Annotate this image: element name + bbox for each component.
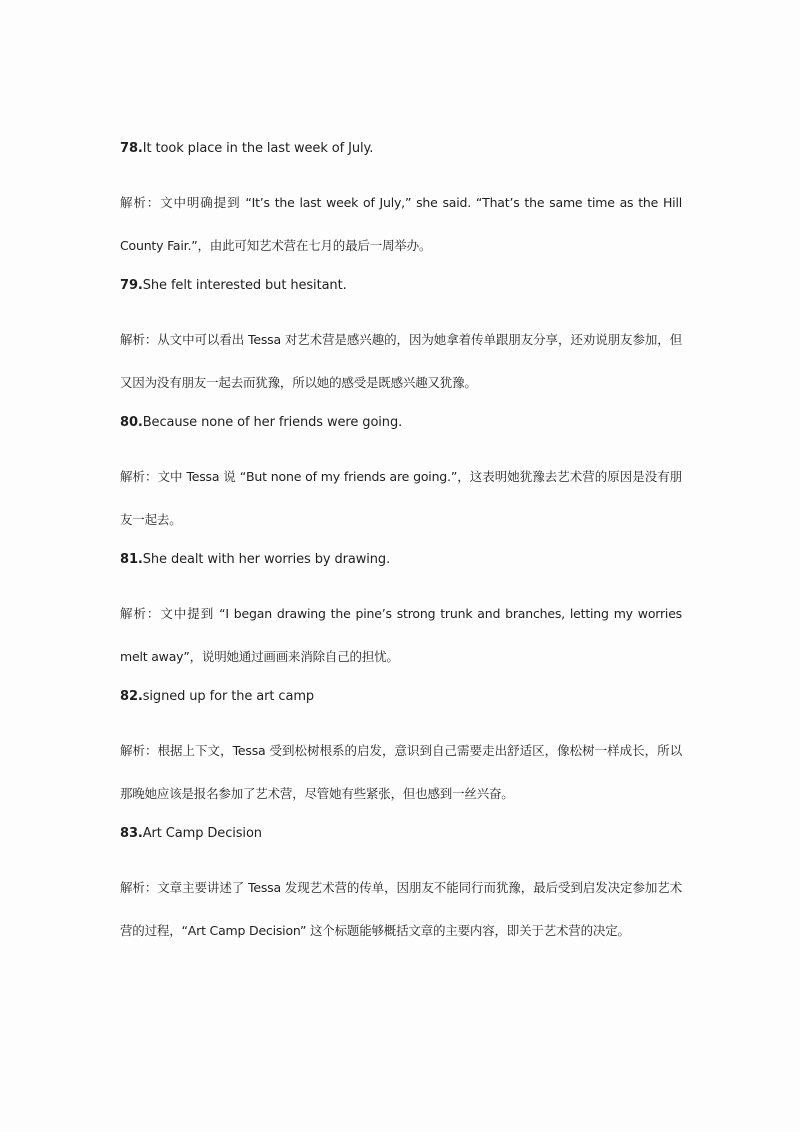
answer-line	[120, 275, 682, 297]
answer-line	[120, 412, 682, 434]
analysis-text: 从文中可以看出 Tessa 对艺术营是感兴趣的，因为她拿着传单跟朋友分享，还劝说朋友参加，但又因为没有朋友一起去而犹豫，所以她的感受是既感兴趣又犹豫。	[120, 332, 682, 390]
answer-line	[120, 686, 682, 708]
analysis-paragraph	[120, 729, 682, 815]
analysis-label: 解析：	[120, 743, 158, 758]
analysis-label: 解析：	[120, 469, 158, 484]
question-number: 79.	[120, 278, 143, 293]
analysis-label: 解析：	[120, 332, 158, 347]
question-number: 82.	[120, 689, 143, 704]
question-78	[120, 138, 682, 267]
analysis-text: 文中提到 “I began drawing the pine’s strong trunk and branches, letting my worries melt away”，说明她通过画画来消除自己的担忧。	[120, 606, 682, 664]
analysis-label: 解析：	[120, 195, 161, 210]
analysis-text: 文章主要讲述了 Tessa 发现艺术营的传单，因朋友不能同行而犹豫，最后受到启发决定参加艺术营的过程，“Art Camp Decision” 这个标题能够概括文章的主要内容，即关于艺术营的决定。	[120, 880, 682, 938]
analysis-text: 文中 Tessa 说 “But none of my friends are going.”，这表明她犹豫去艺术营的原因是没有朋友一起去。	[120, 469, 682, 527]
analysis-label: 解析：	[120, 880, 158, 895]
question-81	[120, 549, 682, 678]
analysis-paragraph	[120, 455, 682, 541]
answer-line	[120, 549, 682, 571]
answer-line	[120, 823, 682, 845]
answer-text: It took place in the last week of July.	[142, 141, 374, 156]
question-82	[120, 686, 682, 815]
answer-explanations	[120, 138, 682, 960]
analysis-paragraph	[120, 318, 682, 404]
question-83	[120, 823, 682, 952]
question-80	[120, 412, 682, 541]
question-number: 80.	[120, 415, 143, 430]
analysis-paragraph	[120, 592, 682, 678]
answer-text: Art Camp Decision	[142, 826, 262, 841]
analysis-text: 根据上下文，Tessa 受到松树根系的启发，意识到自己需要走出舒适区，像松树一样成长，所以那晚她应该是报名参加了艺术营，尽管她有些紧张，但也感到一丝兴奋。	[120, 743, 682, 801]
analysis-label: 解析：	[120, 606, 161, 621]
question-number: 83.	[120, 826, 143, 841]
answer-text: She dealt with her worries by drawing.	[142, 552, 391, 567]
question-number: 78.	[120, 141, 143, 156]
question-79	[120, 275, 682, 404]
answer-text: signed up for the art camp	[142, 689, 315, 704]
analysis-text: 文中明确提到 “It’s the last week of July,” she said. “That’s the same time as the Hill County Fair.”，由此可知艺术营在七月的最后一周举办。	[120, 195, 682, 253]
answer-line	[120, 138, 682, 160]
answer-text: She felt interested but hesitant.	[142, 278, 347, 293]
question-number: 81.	[120, 552, 143, 567]
analysis-paragraph	[120, 866, 682, 952]
answer-text: Because none of her friends were going.	[142, 415, 403, 430]
analysis-paragraph	[120, 181, 682, 267]
